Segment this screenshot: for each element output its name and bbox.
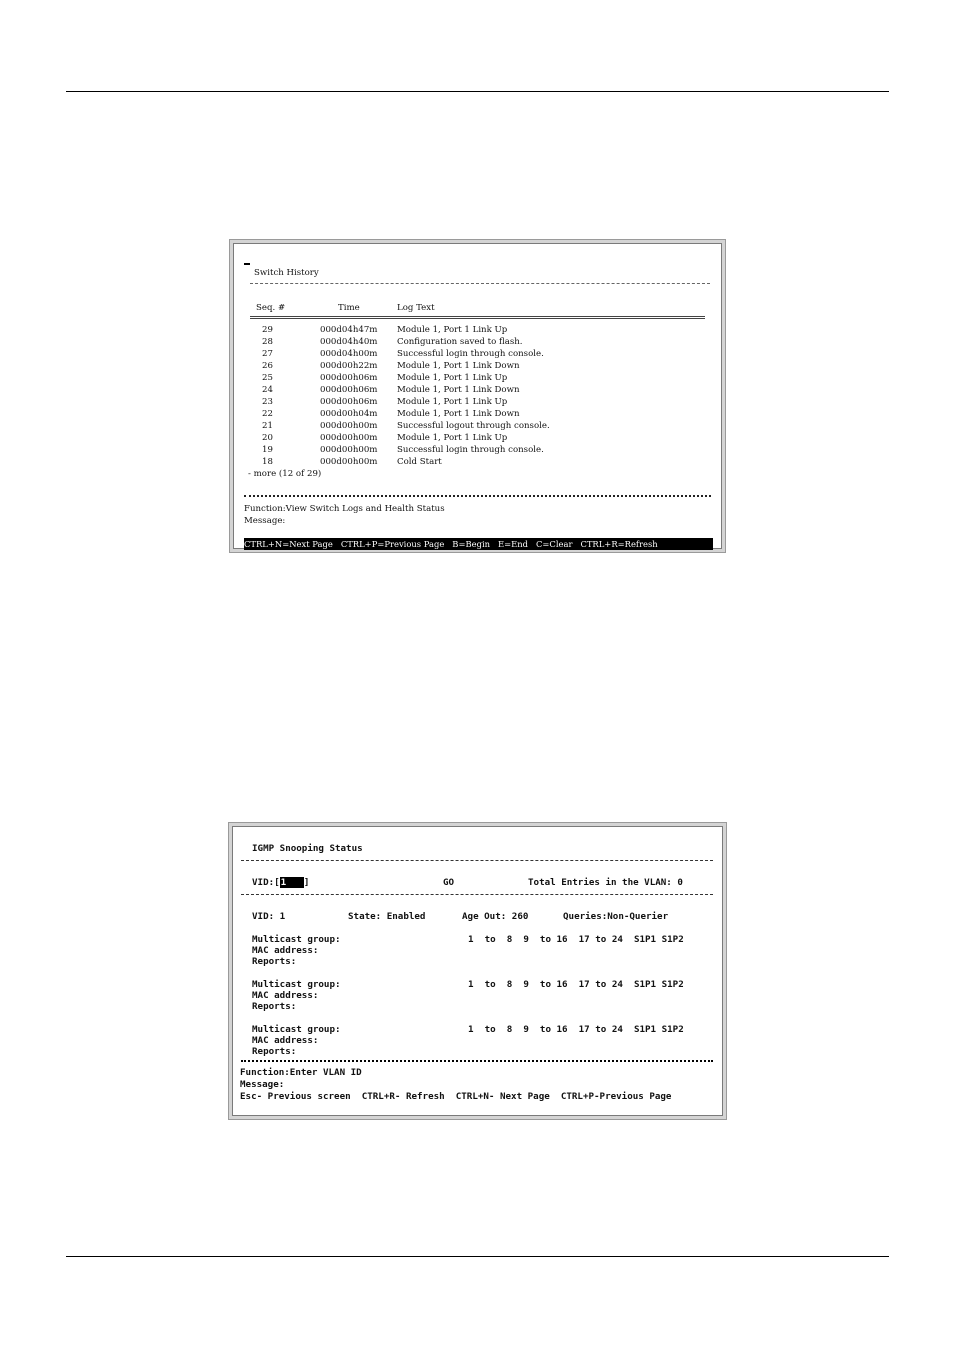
header-log-text: Log Text: [397, 303, 435, 313]
row-log-text: Cold Start: [397, 457, 442, 467]
row-seq: 20: [262, 433, 273, 443]
multicast-group-label: Multicast group:: [252, 1024, 341, 1035]
row-log-text: Module 1, Port 1 Link Up: [397, 397, 508, 407]
separator: [250, 283, 710, 284]
header-seq: Seq. #: [256, 303, 286, 313]
row-time: 000d00h06m: [320, 373, 378, 383]
status-state: State: Enabled: [348, 911, 426, 922]
row-seq: 26: [262, 361, 273, 371]
status-vid: VID: 1: [252, 911, 286, 922]
switch-history-title: Switch History: [254, 268, 319, 278]
function-line: Function:Enter VLAN ID: [240, 1067, 362, 1078]
function-line: Function:View Switch Logs and Health Status: [244, 504, 445, 514]
row-time: 000d00h22m: [320, 361, 378, 371]
more-indicator: - more (12 of 29): [248, 469, 322, 479]
row-time: 000d00h06m: [320, 385, 378, 395]
multicast-group-label: Multicast group:: [252, 979, 341, 990]
row-log-text: Successful login through console.: [397, 349, 544, 359]
row-time: 000d04h47m: [320, 325, 378, 335]
reports-label: Reports:: [252, 1001, 297, 1012]
row-time: 000d00h00m: [320, 445, 378, 455]
row-seq: 21: [262, 421, 273, 431]
switch-history-terminal: [229, 239, 726, 553]
row-seq: 24: [262, 385, 273, 395]
row-time: 000d00h06m: [320, 397, 378, 407]
go-button[interactable]: GO: [443, 877, 455, 888]
separator: [241, 894, 713, 895]
header-separator: [250, 316, 705, 317]
row-seq: 23: [262, 397, 273, 407]
row-time: 000d00h00m: [320, 421, 378, 431]
header-rule: [66, 91, 889, 92]
row-seq: 27: [262, 349, 273, 359]
reports-label: Reports:: [252, 956, 297, 967]
command-bar: CTRL+N=Next Page CTRL+P=Previous Page B=Begin E=End C=Clear CTRL+R=Refresh: [244, 538, 713, 550]
row-seq: 29: [262, 325, 273, 335]
row-log-text: Configuration saved to flash.: [397, 337, 523, 347]
status-queries: Queries:Non-Querier: [563, 911, 669, 922]
row-seq: 28: [262, 337, 273, 347]
port-range-header: 1 to 8 9 to 16 17 to 24 S1P1 S1P2: [468, 1024, 684, 1035]
mac-address-label: MAC address:: [252, 1035, 319, 1046]
row-log-text: Module 1, Port 1 Link Up: [397, 373, 508, 383]
separator: [241, 860, 713, 861]
row-log-text: Module 1, Port 1 Link Down: [397, 409, 520, 419]
row-seq: 25: [262, 373, 273, 383]
row-log-text: Module 1, Port 1 Link Up: [397, 325, 508, 335]
vid-input[interactable]: 1: [280, 877, 303, 888]
footer-rule: [66, 1256, 889, 1257]
terminal-cursor: [244, 263, 250, 265]
row-seq: 19: [262, 445, 273, 455]
mac-address-label: MAC address:: [252, 990, 319, 1001]
igmp-snooping-terminal: [228, 822, 727, 1120]
igmp-title: IGMP Snooping Status: [252, 843, 363, 854]
row-time: 000d00h00m: [320, 433, 378, 443]
row-time: 000d00h04m: [320, 409, 378, 419]
row-log-text: Successful logout through console.: [397, 421, 550, 431]
port-range-header: 1 to 8 9 to 16 17 to 24 S1P1 S1P2: [468, 979, 684, 990]
row-seq: 22: [262, 409, 273, 419]
total-entries: Total Entries in the VLAN: 0: [528, 877, 683, 888]
star-separator: [244, 495, 711, 497]
vid-field: [252, 877, 309, 889]
row-log-text: Module 1, Port 1 Link Down: [397, 361, 520, 371]
vid-label: VID:[: [252, 877, 280, 888]
status-age-out: Age Out: 260: [462, 911, 529, 922]
row-log-text: Module 1, Port 1 Link Down: [397, 385, 520, 395]
message-line: Message:: [240, 1079, 285, 1090]
port-range-header: 1 to 8 9 to 16 17 to 24 S1P1 S1P2: [468, 934, 684, 945]
star-separator: [241, 1060, 713, 1062]
row-time: 000d04h40m: [320, 337, 378, 347]
mac-address-label: MAC address:: [252, 945, 319, 956]
vid-close: ]: [303, 877, 310, 888]
reports-label: Reports:: [252, 1046, 297, 1057]
row-log-text: Module 1, Port 1 Link Up: [397, 433, 508, 443]
multicast-group-label: Multicast group:: [252, 934, 341, 945]
row-log-text: Successful login through console.: [397, 445, 544, 455]
message-line: Message:: [244, 516, 286, 526]
row-time: 000d00h00m: [320, 457, 378, 467]
command-bar: Esc- Previous screen CTRL+R- Refresh CTRL+N- Next Page CTRL+P-Previous Page: [240, 1091, 672, 1102]
row-time: 000d04h00m: [320, 349, 378, 359]
row-seq: 18: [262, 457, 273, 467]
header-time: Time: [338, 303, 360, 313]
